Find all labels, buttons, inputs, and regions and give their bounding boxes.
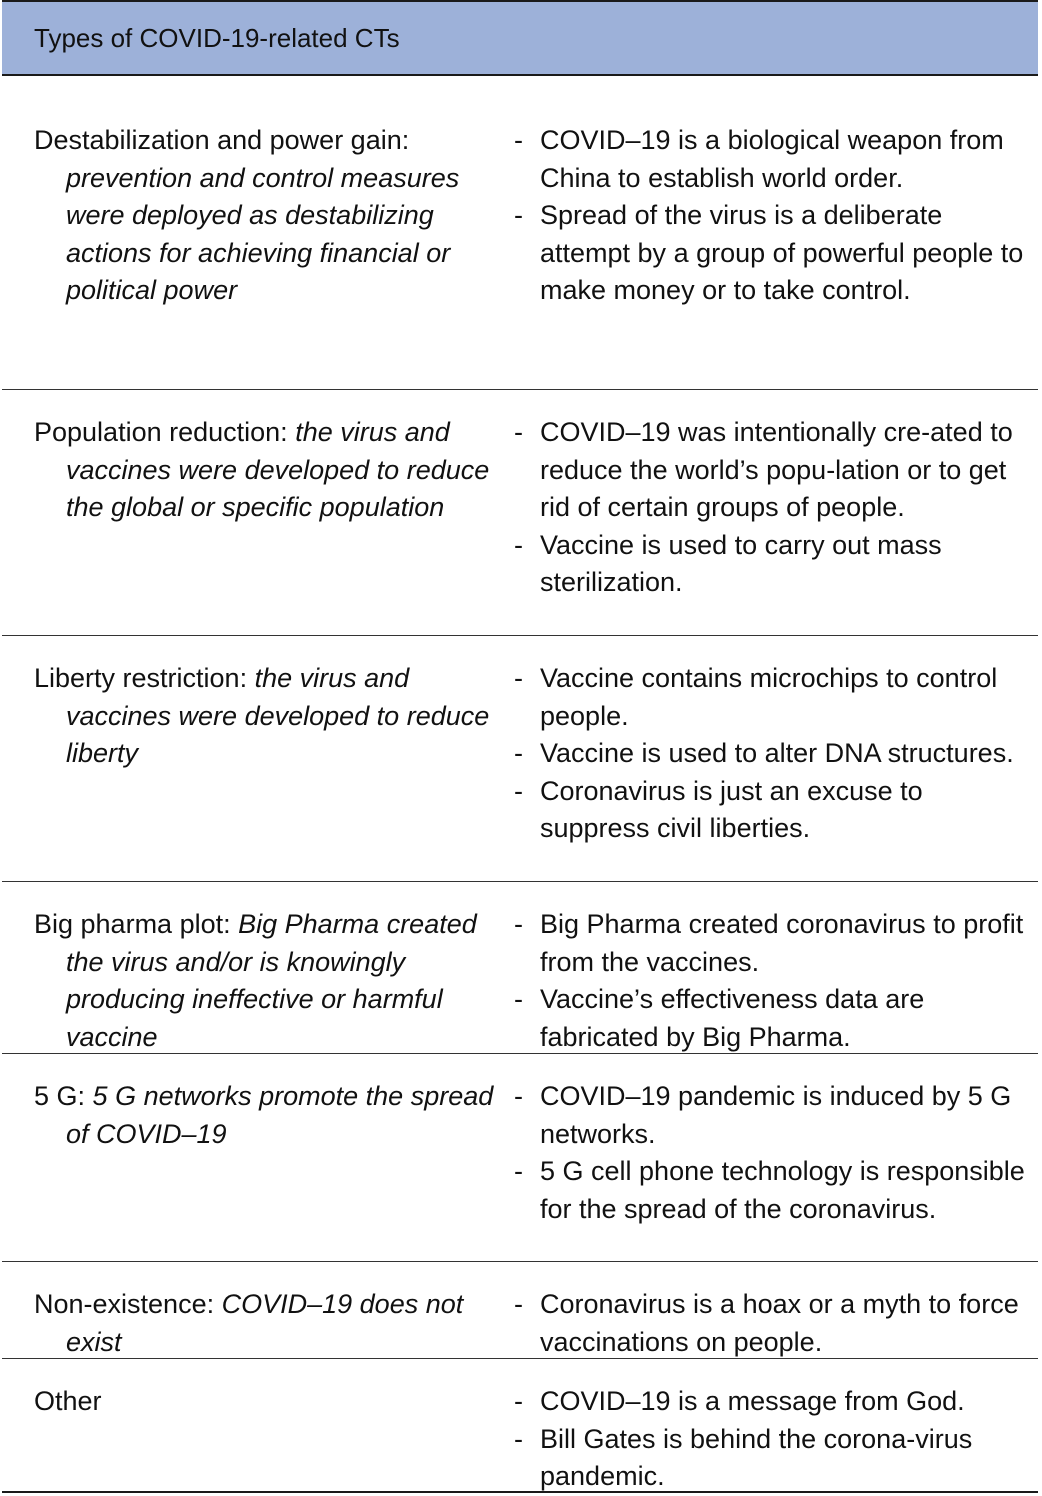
example-item: - COVID–19 was intentionally cre-ated to reduce the world’s popu-lation or to get rid of certain groups of people.: [514, 417, 1013, 522]
table-row: [2, 390, 1038, 636]
example-item: - 5 G cell phone technology is responsible for the spread of the coronavirus.: [514, 1156, 1025, 1224]
examples-cell: [508, 1078, 1038, 1261]
table-header: [2, 2, 1038, 76]
category-label: Non-existence:: [34, 1289, 215, 1319]
examples-cell: [508, 414, 1038, 635]
table-header-label: Types of COVID-19-related CTs: [34, 22, 400, 53]
example-item: - COVID–19 pandemic is induced by 5 G networks.: [514, 1081, 1012, 1149]
category-description: Big Pharma created the virus and/or is knowingly producing ineffective or harmful vaccine: [66, 909, 477, 1052]
examples-cell: [508, 122, 1038, 389]
table-row: [2, 1262, 1038, 1359]
category-label: Other: [34, 1386, 102, 1416]
category-label: Destabilization and power gain:: [34, 125, 410, 155]
example-item: - Vaccine is used to carry out mass sterilization.: [514, 529, 942, 597]
example-item: - COVID–19 is a message from God.: [514, 1386, 965, 1416]
example-item: - Spread of the virus is a deliberate attempt by a group of powerful people to make money or to take control.: [514, 200, 1024, 305]
examples-cell: [508, 1286, 1038, 1358]
category-label: Liberty restriction:: [34, 663, 248, 693]
category-description: prevention and control measures were deployed as destabilizing actions for achieving financial or political power: [66, 162, 460, 305]
examples-cell: [508, 906, 1038, 1053]
category-cell: [2, 906, 508, 1053]
example-item: - Vaccine contains microchips to control people.: [514, 663, 998, 731]
example-item: - Coronavirus is just an excuse to suppress civil liberties.: [514, 775, 923, 843]
example-item: - Vaccine’s effectiveness data are fabricated by Big Pharma.: [514, 984, 925, 1052]
examples-cell: [508, 1383, 1038, 1491]
category-label: 5 G:: [34, 1081, 86, 1111]
table-row: [2, 98, 1038, 390]
table-row: [2, 882, 1038, 1054]
category-description: the virus and vaccines were developed to reduce liberty: [66, 663, 490, 768]
category-cell: [2, 414, 508, 635]
category-label: Big pharma plot:: [34, 909, 231, 939]
category-description: 5 G networks promote the spread of COVID–19: [66, 1081, 494, 1149]
example-item: - Bill Gates is behind the corona-virus pandemic.: [514, 1423, 973, 1491]
example-item: - Big Pharma created coronavirus to profit from the vaccines.: [514, 909, 1024, 977]
category-description: COVID–19 does not exist: [66, 1289, 464, 1357]
example-item: - Coronavirus is a hoax or a myth to force vaccinations on people.: [514, 1289, 1019, 1357]
ct-types-table: [2, 0, 1038, 1493]
category-cell: [2, 1383, 508, 1491]
category-cell: [2, 1286, 508, 1358]
examples-cell: [508, 660, 1038, 881]
example-item: - Vaccine is used to alter DNA structures.: [514, 738, 1014, 768]
table-row: [2, 636, 1038, 882]
category-description: the virus and vaccines were developed to reduce the global or specific population: [66, 417, 490, 522]
example-item: - COVID–19 is a biological weapon from China to establish world order.: [514, 125, 1004, 193]
category-cell: [2, 122, 508, 389]
category-label: Population reduction:: [34, 417, 288, 447]
table-row: [2, 1359, 1038, 1491]
category-cell: [2, 660, 508, 881]
table-row: [2, 1054, 1038, 1262]
header-gap: [2, 76, 1038, 98]
category-cell: [2, 1078, 508, 1261]
